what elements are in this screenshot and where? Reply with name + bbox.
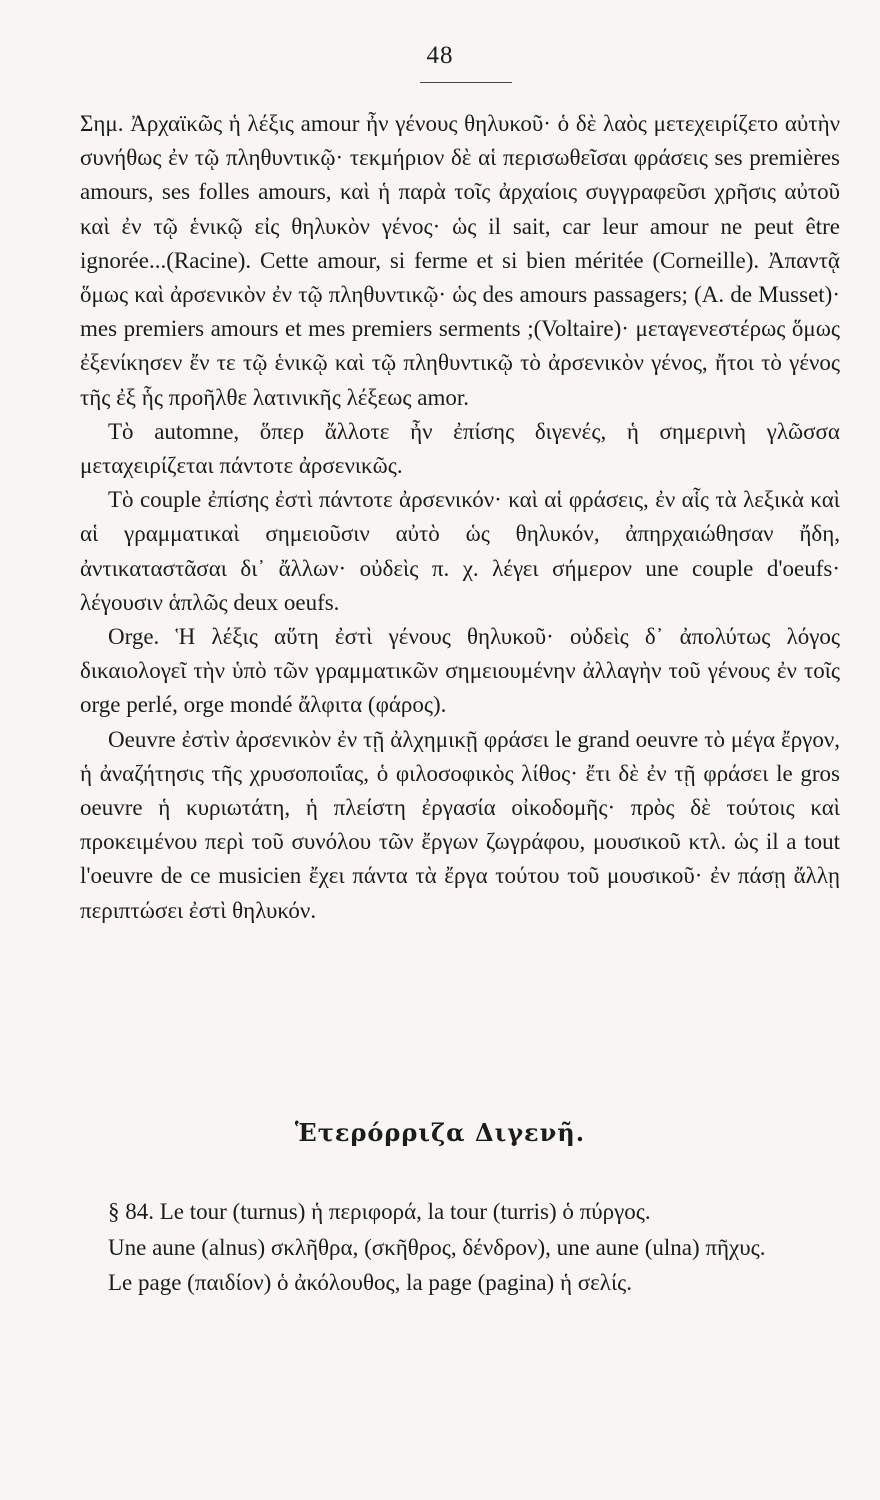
note-paragraph-amour: Σημ. Ἀρχαϊκῶς ἡ λέξις amour ἦν γένους θηλυκοῦ· ὁ δὲ λαὸς μετεχειρίζετο αὐτὴν συνήθως ἐν τῷ πληθυντικῷ· τεκμήριον δὲ αἱ περισωθεῖσαι φράσεις ses premières amours, ses folles amours, καὶ ἡ παρὰ τοῖς ἀρχαίοις συγγραφεῦσι χρῆσις αὐτοῦ καὶ ἐν τῷ ἑνικῷ εἰς θηλυκὸν γένος· ὡς il sait, car leur amour ne peut être ignorée...(Racine). Cette amour, si ferme et si bien méritée (Corneille). Ἀπαντᾷ ὅμως καὶ ἀρσενικὸν ἐν τῷ πληθυντικῷ· ὡς des amours passagers; (A. de Musset)· mes premiers amours et mes premiers serments ;(Voltaire)· μεταγενεστέρως ὅμως ἐξενίκησεν ἔν τε τῷ ἑνικῷ καὶ τῷ πληθυντικῷ τὸ ἀρσενικὸν γένος, ἤτοι τὸ γένος τῆς ἐξ ἧς προῆλθε λατινικῆς λέξεως amor. <box>80 111 840 410</box>
section-heading: Ἑτερόρριζα Διγενῆ. <box>294 1118 586 1147</box>
page-number-rule <box>420 82 512 83</box>
paragraph-orge: Orge. Ἡ λέξις αὕτη ἐστὶ γένους θηλυκοῦ· οὐδεὶς δ᾽ ἀπολύτως λόγος δικαιολογεῖ τὴν ὑπὸ τῶν γραμματικῶν σημειουμένην ἀλλαγὴν τοῦ γένους ἐν τοῖς orge perlé, orge mondé ἄλφιτα (φάρος). <box>80 624 840 718</box>
main-text-block <box>80 107 840 928</box>
paragraph-automne: Τὸ automne, ὅπερ ἄλλοτε ἦν ἐπίσης διγενές, ἡ σημερινὴ γλῶσσα μεταχειρίζεται πάντοτε ἀρσενικῶς. <box>80 418 840 479</box>
section-entry-tour: § 84. Le tour (turnus) ἡ περιφορά, la tour (turris) ὁ πύργος. <box>108 1199 651 1224</box>
page-number: 48 <box>426 42 454 69</box>
paragraph-oeuvre: Oeuvre ἐστὶν ἀρσενικὸν ἐν τῇ ἀλχημικῇ φράσει le grand oeuvre τὸ μέγα ἔργον, ἡ ἀναζήτησις τῆς χρυσοποιΐας, ὁ φιλοσοφικὸς λίθος· ἔτι δὲ ἐν τῇ φράσει le gros oeuvre ἡ κυριωτάτη, ἡ πλείστη ἐργασία οἰκοδομῆς· πρὸς δὲ τούτοις καὶ προκειμένου περὶ τοῦ συνόλου τῶν ἔργων ζωγράφου, μουσικοῦ κτλ. ὡς il a tout l'oeuvre de ce musicien ἔχει πάντα τὰ ἔργα τούτου τοῦ μουσικοῦ· ἐν πάσῃ ἄλλῃ περιπτώσει ἐστὶ θηλυκόν. <box>80 726 840 923</box>
section-entry-page: Le page (παιδίον) ὁ ἀκόλουθος, la page (pagina) ἡ σελίς. <box>108 1270 632 1295</box>
paragraph-couple: Τὸ couple ἐπίσης ἐστὶ πάντοτε ἀρσενικόν· καὶ αἱ φράσεις, ἐν αἷς τὰ λεξικὰ καὶ αἱ γραμματικαὶ σημειοῦσιν αὐτὸ ὡς θηλυκόν, ἀπηρχαιώθησαν ἤδη, ἀντικαταστᾶσαι δι᾽ ἄλλων· οὐδεὶς π. χ. λέγει σήμερον une couple d'oeufs· λέγουσιν ἁπλῶς deux oeufs. <box>80 487 840 615</box>
section-entry-aune: Une aune (alnus) σκλῆθρα, (σκῆθρος, δένδρον), une aune (ulna) πῆχυς. <box>108 1234 766 1260</box>
section-entries <box>80 1194 840 1301</box>
